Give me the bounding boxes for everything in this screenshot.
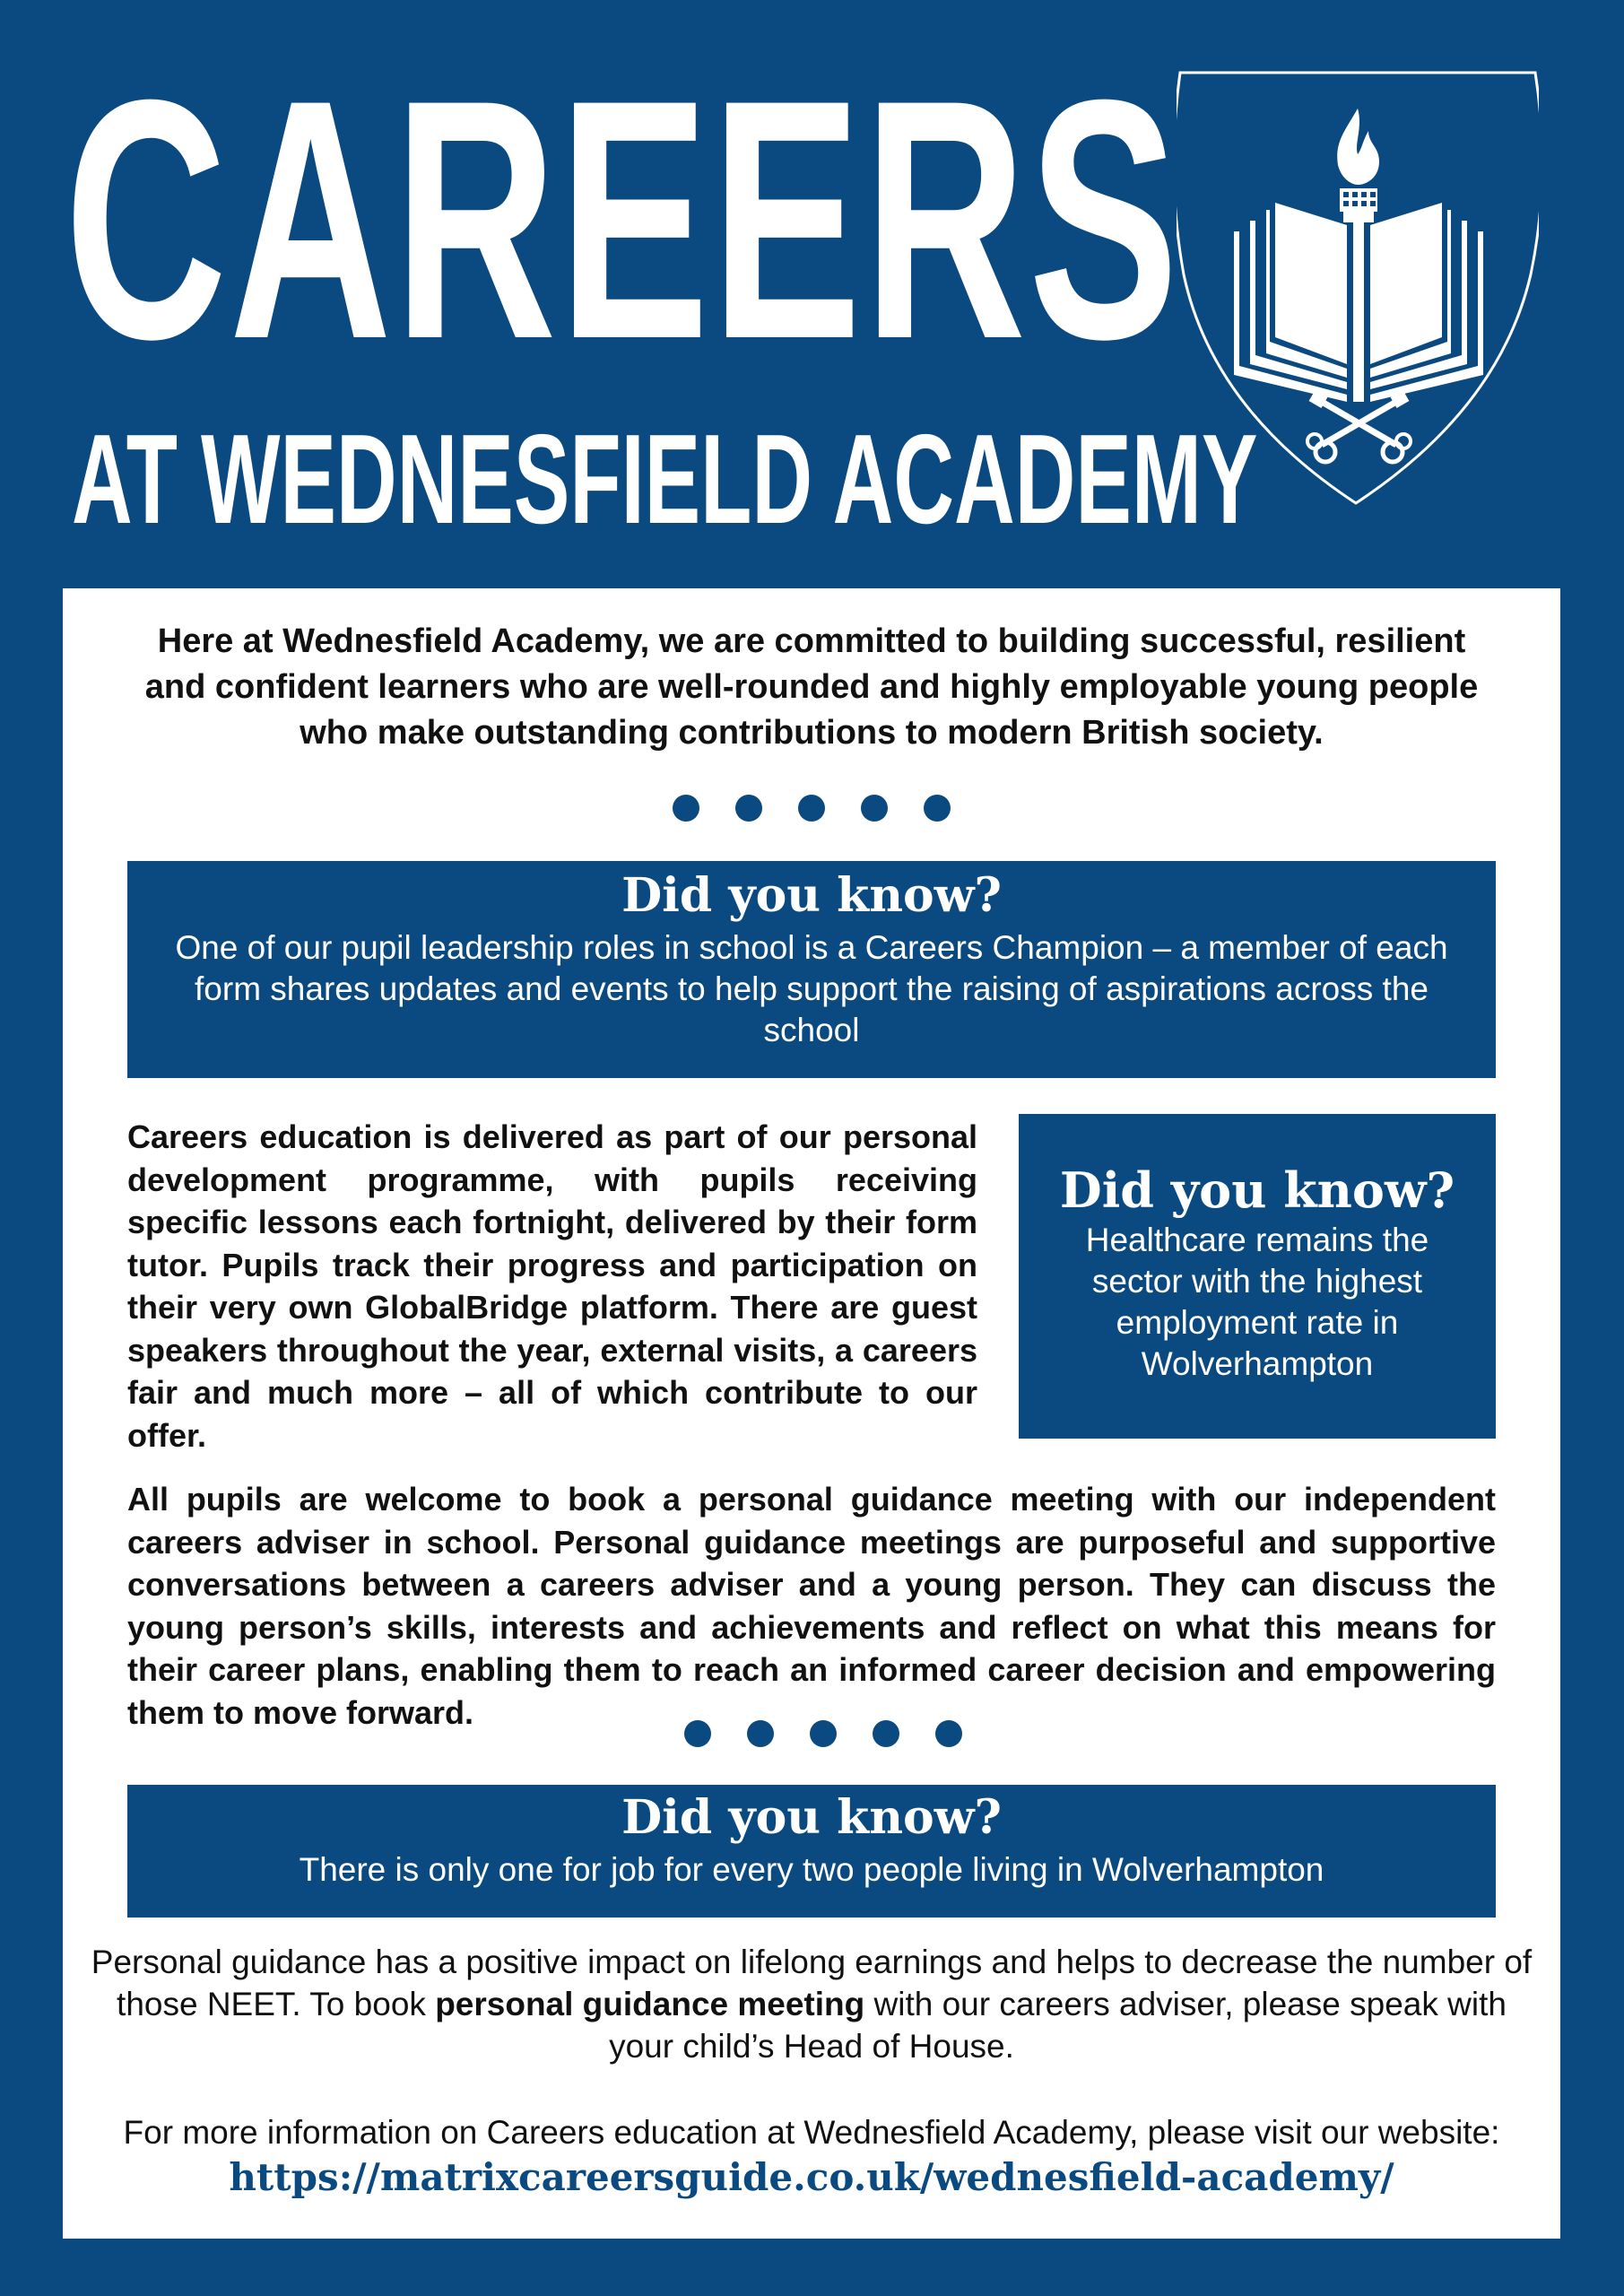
fact-body: Healthcare remains the sector with the highest employment rate in Wolverhampton [1085, 1222, 1429, 1382]
careers-education-paragraph: Careers education is delivered as part of our personal development programme, with pupils receiving specific lessons each fortnight, delivered by their form tutor. Pupils track their progress and participation on their very own GlobalBridge platform. There are guest speakers throughout the year, external visits, a careers fair and much more – all of which contribute to our offer. [127, 1118, 977, 1454]
website-link[interactable]: https://matrixcareersguide.co.uk/wednesfield-academy/ [229, 2155, 1394, 2199]
divider-dot [873, 1720, 899, 1747]
divider-dot [935, 1720, 962, 1747]
dot-divider [673, 795, 951, 825]
guidance-text: All pupils are welcome to book a [127, 1481, 699, 1518]
impact-emphasis: personal guidance meeting [435, 1986, 865, 2022]
divider-dot [924, 795, 951, 822]
divider-dot [810, 1720, 837, 1747]
school-crest-icon [1177, 68, 1539, 508]
fact-title: Did you know? [1059, 1161, 1455, 1219]
impact-paragraph [81, 1941, 1542, 2067]
fact-title: Did you know? [621, 868, 1002, 923]
page-title: CAREERS [65, 29, 1181, 410]
divider-dot [684, 1720, 711, 1747]
divider-dot [861, 795, 888, 822]
more-info-text: For more information on Careers education at Wednesfield Academy, please visit our website: [123, 2114, 1500, 2151]
dot-divider [684, 1720, 962, 1751]
divider-dot [735, 795, 762, 822]
guidance-emphasis: personal guidance meeting [698, 1481, 1134, 1518]
fact-box-jobs [127, 1785, 1496, 1918]
guidance-text-rest: with our independent careers adviser in school. Personal guidance meetings are purposeful and supportive conversations between a careers adviser and a young person. They can discuss the young person’s skills, interests and achievements and reflect on what this means for their career plans, enabling them to reach an informed career decision and empowering them to move forward. [127, 1481, 1496, 1731]
impact-text-rest: with our careers adviser, please speak with your child’s Head of House. [609, 1986, 1507, 2065]
divider-dot [673, 795, 699, 822]
impact-text: Personal guidance has a positive impact on lifelong earnings and helps to decrease the number of those NEET. To book [91, 1944, 1533, 2022]
divider-dot [747, 1720, 774, 1747]
fact-body: There is only one for job for every two people living in Wolverhampton [299, 1851, 1324, 1888]
fact-title: Did you know? [621, 1790, 1002, 1845]
fact-box-healthcare [1019, 1114, 1496, 1439]
fact-body: One of our pupil leadership roles in school is a Careers Champion – a member of each form shares updates and events to help support the raising of aspirations across the school [175, 929, 1448, 1048]
divider-dot [798, 795, 825, 822]
guidance-paragraph [127, 1478, 1496, 1734]
intro-statement: Here at Wednesfield Academy, we are committed to building successful, resilient and confident learners who are well-rounded and highly employable young people who make outstanding contributions to modern British society. [144, 622, 1479, 752]
fact-box-leadership [127, 861, 1496, 1078]
page-subtitle: AT WEDNESFIELD ACADEMY [72, 408, 1258, 551]
